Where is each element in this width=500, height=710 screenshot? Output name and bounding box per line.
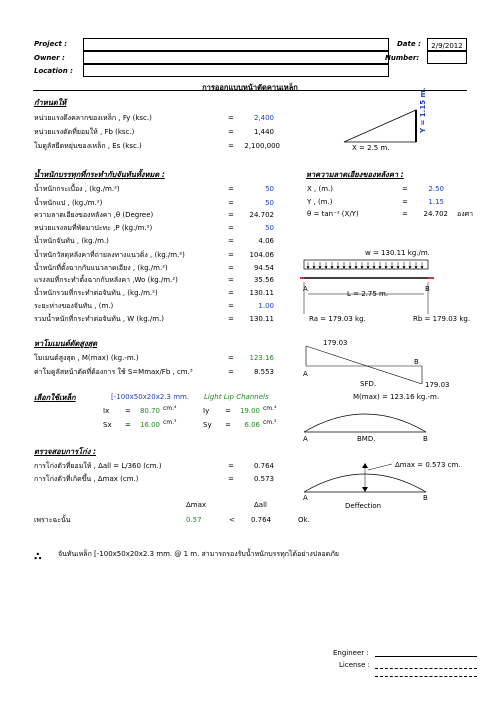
project-label: Project : xyxy=(34,40,68,48)
es-eq: = xyxy=(228,142,234,150)
deflection-dmax-label: Δmax = 0.573 cm. xyxy=(395,461,461,469)
col-dall-header: Δall xyxy=(254,501,267,509)
owner-label: Owner : xyxy=(34,54,65,62)
location-label: Location : xyxy=(34,67,73,75)
fb-label: หน่วยแรงดัดที่ยอมให้ , Fb (ksc.) xyxy=(34,128,135,136)
beam-reaction-b: Rb = 179.03 kg. xyxy=(413,315,471,323)
engineer-signature-line[interactable] xyxy=(375,656,477,657)
engineer-label: Engineer : xyxy=(333,649,369,657)
deflection-diagram xyxy=(300,462,440,498)
iy-eq: = xyxy=(225,407,231,415)
number-label: Number: xyxy=(385,54,420,62)
slope-x-value[interactable]: 2.50 xyxy=(428,185,444,193)
check-dmax: 0.57 xyxy=(186,516,202,524)
beam-support-b: B xyxy=(425,285,430,293)
check-label: เพราะฉะนั้น xyxy=(34,516,71,524)
loads-heading: น้ำหนักบรรทุกที่กระทำกับจันทันทั้งหมด : xyxy=(34,170,165,179)
dall-value: 0.764 xyxy=(253,462,274,470)
purlin-weight-label: น้ำหนักแป , (kg./m.²) xyxy=(34,199,103,207)
roof-slope-value: 24.702 xyxy=(249,211,274,219)
date-field[interactable]: 2/9/2012 xyxy=(427,38,467,51)
fy-value[interactable]: 2,400 xyxy=(253,114,274,122)
fy-label: หน่วยแรงดึงคลากของเหล็ก , Fy (ksc.) xyxy=(34,114,152,122)
normal-load-label: น้ำหนักที่ตั้งฉากกับแนวลาดเอียง , (kg./m.²) xyxy=(34,264,168,272)
mmax-diagram-label: M(max) = 123.16 kg.-m. xyxy=(353,393,440,401)
slope-theta-label: θ = tan⁻¹ (X/Y) xyxy=(307,210,359,218)
section-type: Light Lip Channels xyxy=(204,393,269,401)
deflection-label: Deffection xyxy=(345,502,382,510)
vertical-load-label: น้ำหนักวัสดุหลังคาที่ถ่ายลงทางแนวดิ่ง , (kg./m.²) xyxy=(34,251,185,259)
bmd-b: B xyxy=(423,435,428,443)
tile-weight-eq: = xyxy=(228,185,234,193)
beam-span-label: L = 2.75 m. xyxy=(347,290,389,298)
roof-slope-label: ความลาดเอียงของหลังคา ,θ (Degree) xyxy=(34,211,154,219)
fb-value: 1,440 xyxy=(253,128,274,136)
mmax-label: โมเมนต์สูงสุด , M(max) (kg.-m.) xyxy=(34,354,139,362)
dmax-eq: = xyxy=(228,475,234,483)
wind-load-value: 35.56 xyxy=(253,276,274,284)
slope-x-label: X , (m.) xyxy=(307,185,333,193)
sfd-a: A xyxy=(303,370,308,378)
dmax-label: การโก่งตัวที่เกิดขึ้น , Δmax (cm.) xyxy=(34,475,139,483)
given-heading: กำหนดให้ xyxy=(34,98,67,107)
rafter-weight-eq: = xyxy=(228,237,234,245)
slope-theta-value: 24.702 xyxy=(423,210,448,218)
page-title: การออกแบบหน้าตัดคานเหล็ก xyxy=(202,83,298,92)
sy-value: 6.06 xyxy=(244,421,260,429)
check-dall: 0.764 xyxy=(251,516,272,524)
license-label: License : xyxy=(339,661,370,669)
sx-eq: = xyxy=(125,421,131,429)
sy-unit: cm.³ xyxy=(263,419,277,426)
dall-label: การโก่งตัวที่ยอมให้ , Δall = L/360 (cm.) xyxy=(34,462,162,470)
sreq-value: 8.553 xyxy=(253,368,274,376)
total-load-label: น้ำหนักรวมที่กระทำต่อจันทัน , (kg./m.²) xyxy=(34,289,158,297)
slope-y-label: Y , (m.) xyxy=(307,198,333,206)
wind-pressure-eq: = xyxy=(228,224,234,232)
iy-value: 19.00 xyxy=(239,407,260,415)
beam-load-label: w = 130.11 kg./m. xyxy=(365,249,430,257)
normal-load-eq: = xyxy=(228,264,234,272)
wind-load-label: แรงลมที่กระทำตั้งฉากกับหลังคา ,Wo (kg./m.²) xyxy=(34,276,178,284)
deflection-heading: ตรวจสอบการโก่ง : xyxy=(34,447,96,456)
check-operator: < xyxy=(229,516,235,524)
project-field[interactable] xyxy=(83,38,389,51)
bmd-label: BMD. xyxy=(357,435,376,443)
owner-field[interactable] xyxy=(83,51,389,64)
vertical-load-value: 104.06 xyxy=(249,251,274,259)
sy-label: Sy xyxy=(203,421,212,429)
bmd-a: A xyxy=(303,435,308,443)
total-rafter-load-eq: = xyxy=(228,315,234,323)
date-label: Date : xyxy=(397,40,421,48)
total-rafter-load-value: 130.11 xyxy=(249,315,274,323)
sfd-top-value: 179.03 xyxy=(323,339,348,347)
fy-eq: = xyxy=(228,114,234,122)
rafter-weight-label: น้ำหนักจันทัน , (kg./m.) xyxy=(34,237,109,245)
license-line-2[interactable] xyxy=(375,676,477,677)
sfd-bottom-value: 179.03 xyxy=(425,381,450,389)
sfd-diagram xyxy=(300,340,480,392)
conclusion-text: จันทันเหล็ก [-100x50x20x2.3 mm. @ 1 m. สามารถรองรับน้ำหนักบรรทุกได้อย่างปลอดภัย xyxy=(58,550,339,558)
triangle-y-label: Y = 1.15 m. xyxy=(419,87,427,133)
sreq-label: ค่าโมดูลัสหน้าตัดที่ต้องการ ใช้ S=Mmax/Fb , cm.³ xyxy=(34,368,193,376)
dall-eq: = xyxy=(228,462,234,470)
slope-theta-unit: องศา xyxy=(457,210,473,218)
purlin-weight-value[interactable]: 50 xyxy=(265,199,274,207)
sx-unit: cm.³ xyxy=(163,419,177,426)
es-value: 2,100,000 xyxy=(244,142,280,150)
sx-value: 16.00 xyxy=(139,421,160,429)
sfd-label: SFD. xyxy=(360,380,377,388)
total-load-eq: = xyxy=(228,289,234,297)
dmax-value: 0.573 xyxy=(253,475,274,483)
purlin-weight-eq: = xyxy=(228,199,234,207)
rafter-weight-value: 4.06 xyxy=(258,237,274,245)
wind-load-eq: = xyxy=(228,276,234,284)
rafter-spacing-value[interactable]: 1.00 xyxy=(258,302,274,310)
ix-label: Ix xyxy=(103,407,110,415)
deflection-a: A xyxy=(303,494,308,502)
ix-eq: = xyxy=(125,407,131,415)
ix-value: 80.70 xyxy=(139,407,160,415)
total-rafter-load-label: รวมน้ำหนักที่กระทำต่อจันทัน , W (kg./m.) xyxy=(34,315,165,323)
slope-theta-eq: = xyxy=(402,210,408,218)
mmax-eq: = xyxy=(228,354,234,362)
location-field[interactable] xyxy=(83,64,389,77)
normal-load-value: 94.54 xyxy=(253,264,274,272)
bmd-diagram xyxy=(300,402,440,438)
beam-support-a: A xyxy=(303,285,308,293)
slope-heading: หาความลาดเอียงของหลังคา : xyxy=(306,170,404,179)
tile-weight-value[interactable]: 50 xyxy=(265,185,274,193)
iy-unit: cm.⁴ xyxy=(263,405,277,412)
es-label: โมดูลัสยืดหยุ่นของเหล็ก , Es (ksc.) xyxy=(34,142,142,150)
roof-slope-eq: = xyxy=(228,211,234,219)
triangle-x-label: X = 2.5 m. xyxy=(352,144,390,152)
moment-heading: หาโมเมนต์ดัดสูงสุด xyxy=(34,339,98,348)
sy-eq: = xyxy=(225,421,231,429)
license-line-1[interactable] xyxy=(375,668,477,669)
slope-x-eq: = xyxy=(402,185,408,193)
sx-label: Sx xyxy=(103,421,112,429)
sfd-b: B xyxy=(414,358,419,366)
vertical-load-eq: = xyxy=(228,251,234,259)
check-ok: Ok. xyxy=(298,516,310,524)
tile-weight-label: น้ำหนักกระเบื้อง , (kg./m.²) xyxy=(34,185,120,193)
wind-pressure-value[interactable]: 50 xyxy=(265,224,274,232)
total-load-value: 130.11 xyxy=(249,289,274,297)
section-heading: เลือกใช้เหล็ก xyxy=(34,393,76,402)
number-field[interactable] xyxy=(427,51,467,64)
therefore-symbol: ∴ xyxy=(34,550,42,563)
ix-unit: cm.⁴ xyxy=(163,405,177,412)
mmax-value: 123.16 xyxy=(249,354,274,362)
fb-eq: = xyxy=(228,128,234,136)
sreq-eq: = xyxy=(228,368,234,376)
rafter-spacing-eq: = xyxy=(228,302,234,310)
rafter-spacing-label: ระยะห่างของจันทัน , (m.) xyxy=(34,302,114,310)
deflection-b: B xyxy=(423,494,428,502)
beam-reaction-a: Ra = 179.03 kg. xyxy=(309,315,366,323)
slope-y-eq: = xyxy=(402,198,408,206)
iy-label: Iy xyxy=(203,407,210,415)
slope-y-value[interactable]: 1.15 xyxy=(428,198,444,206)
section-name[interactable]: [-100x50x20x2.3 mm. xyxy=(111,393,190,401)
wind-pressure-label: หน่วยแรงลมที่พัดมาปะทะ ,P (kg./m.²) xyxy=(34,224,153,232)
col-dmax-header: Δmax xyxy=(186,501,207,509)
